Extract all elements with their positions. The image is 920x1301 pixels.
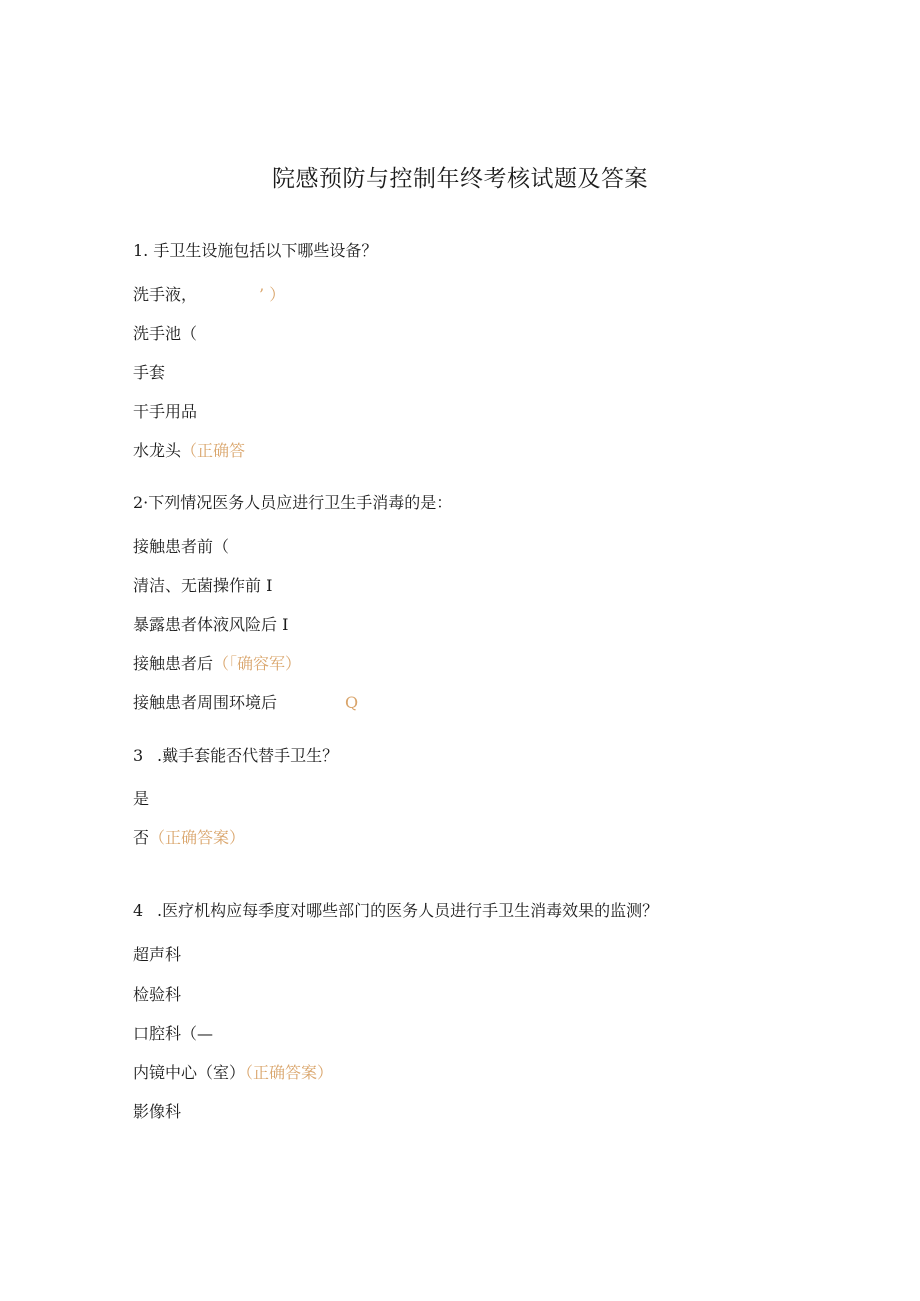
correct-answer-mark: （正确答 (181, 441, 246, 460)
option-text: 水龙头 (133, 441, 182, 460)
correct-answer-mark: （「确容军） (213, 654, 302, 673)
question-3-option-1 (133, 787, 149, 811)
question-3-option-2 (133, 826, 245, 850)
question-4-option-1 (133, 943, 181, 967)
option-text: 清洁、无菌操作前 I (133, 576, 273, 595)
correct-answer-mark: （正确答案） (149, 828, 246, 847)
question-2 (133, 491, 452, 515)
question-4-option-5 (133, 1100, 181, 1124)
question-4 (133, 899, 658, 923)
option-text: 干手用品 (133, 402, 198, 421)
question-2-option-2 (133, 574, 272, 598)
option-text: 接触患者后 (133, 654, 214, 673)
option-text: 超声科 (133, 945, 182, 964)
question-4-option-3 (133, 1022, 213, 1046)
question-3-number: 3 (133, 746, 144, 765)
question-1 (133, 239, 377, 263)
page-title: 院感预防与控制年终考核试题及答案 (272, 166, 648, 192)
option-mark: ’ ） (259, 285, 286, 304)
question-2-option-3 (133, 613, 288, 637)
question-1-option-3 (133, 361, 165, 385)
question-4-text: .医疗机构应每季度对哪些部门的医务人员进行手卫生消毒效果的监测？ (157, 901, 659, 920)
correct-answer-mark: （正确答案） (245, 1063, 334, 1082)
option-text: 手套 (133, 363, 166, 382)
question-4-option-4 (133, 1061, 333, 1085)
question-2-option-4 (133, 652, 301, 676)
option-text: 检验科 (133, 985, 182, 1004)
option-text: 暴露患者体液风险后 I (133, 615, 289, 634)
option-text: 内镜中心（室） (133, 1063, 246, 1082)
question-1-text: 1. 手卫生设施包括以下哪些设备？ (133, 241, 378, 260)
question-1-option-2 (133, 322, 197, 346)
option-text: 洗手池（ (133, 324, 198, 343)
option-text: 是 (133, 789, 150, 808)
question-4-option-2 (133, 983, 181, 1007)
option-text: 否 (133, 828, 150, 847)
option-text: 接触患者周围环境后 (133, 693, 278, 712)
question-3-text: .戴手套能否代替手卫生？ (157, 746, 339, 765)
question-1-option-5 (133, 439, 245, 463)
question-1-option-4 (133, 400, 197, 424)
question-4-number: 4 (133, 901, 144, 920)
option-text: 洗手液， (133, 285, 198, 304)
question-1-option-1 (133, 283, 285, 307)
question-3 (133, 744, 338, 768)
question-2-option-5 (133, 691, 358, 715)
option-text: 口腔科（— (133, 1024, 214, 1043)
question-2-text: 2·下列情况医务人员应进行卫生手消毒的是： (133, 493, 453, 512)
option-mark: Q (345, 693, 359, 712)
question-2-option-1 (133, 535, 229, 559)
option-text: 接触患者前（ (133, 537, 230, 556)
option-text: 影像科 (133, 1102, 182, 1121)
